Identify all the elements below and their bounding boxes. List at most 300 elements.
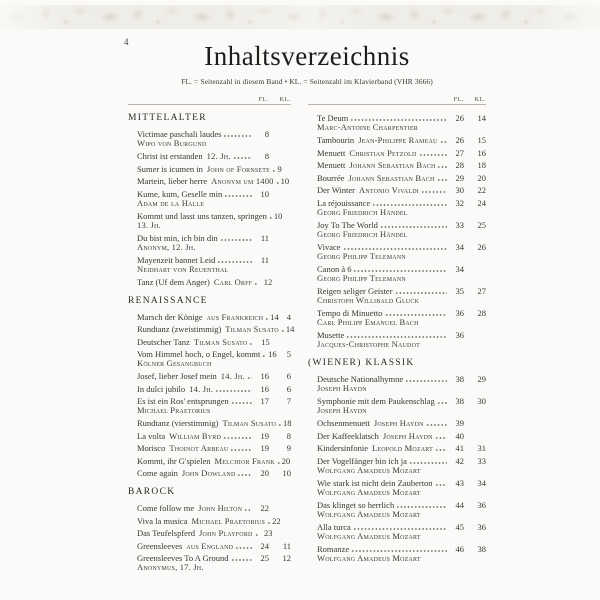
- fl-page-number: 45: [455, 521, 464, 532]
- composer-subline: Anonym, 12. Jh.: [137, 241, 196, 252]
- piece-title: Tanz (Uf dem Anger): [137, 276, 210, 287]
- piece-title: Rundtanz (zweistimmig): [137, 324, 222, 334]
- dot-leader: [222, 431, 252, 439]
- column-header-rule: [308, 93, 486, 105]
- piece-title: Deutsche Nationalhymne: [317, 374, 404, 384]
- dot-leader: [264, 312, 269, 320]
- dot-leader: [352, 522, 447, 530]
- fl-page-number: 14: [270, 311, 279, 322]
- fl-page-number: 27: [455, 147, 464, 158]
- fl-page-number: 10: [280, 176, 290, 186]
- fl-page-number: 29: [455, 172, 464, 183]
- dot-leader: [276, 456, 281, 464]
- piece-title: Greensleeves To A Ground: [137, 553, 229, 563]
- composer-subline: Georg Friedrich Händel: [317, 228, 408, 239]
- fl-page-number: 38: [455, 396, 464, 406]
- dot-leader: [236, 468, 252, 476]
- fl-page-number: 19: [260, 443, 269, 453]
- toc-entry-line: [137, 211, 291, 221]
- composer-inline: Joseph Haydn: [373, 418, 424, 428]
- piece-title: Greensleeves: [137, 540, 183, 551]
- toc-entry: [128, 312, 291, 322]
- fl-page-number: 20: [260, 468, 269, 478]
- fl-page-number: 8: [264, 129, 269, 139]
- toc-entry-line: [317, 185, 486, 195]
- dot-leader: [436, 160, 447, 168]
- toc-entry: [308, 308, 486, 328]
- section-header: BAROCK: [128, 487, 176, 497]
- toc-entry-line: [137, 418, 291, 428]
- fl-page-number: 26: [455, 135, 464, 145]
- piece-title: Christ ist erstanden: [137, 151, 203, 161]
- dot-leader: [404, 374, 447, 382]
- toc-entry: [308, 220, 486, 240]
- column-header-rule: [128, 93, 291, 105]
- toc-entry: [128, 164, 291, 174]
- composer-subline: Wolfgang Amadeus Mozart: [317, 552, 421, 563]
- composer-inline: John Dowland: [181, 468, 236, 478]
- piece-title: Come follow me: [137, 503, 195, 513]
- toc-entry: [308, 544, 486, 564]
- fl-page-number: 38: [455, 374, 464, 384]
- dot-leader: [268, 211, 273, 219]
- composer-inline: Melchior Frank: [214, 455, 275, 466]
- toc-entry-line: [317, 220, 486, 230]
- fl-page-number: 9: [277, 163, 282, 174]
- piece-title: Deutscher Tanz: [137, 336, 190, 347]
- toc-entry-line: [137, 516, 291, 526]
- toc-entry-line: [137, 337, 291, 347]
- fl-page-number: 16: [260, 383, 269, 394]
- dot-leader: [229, 443, 252, 451]
- toc-entry-line: [317, 500, 486, 510]
- piece-title: Menuett: [317, 160, 346, 170]
- dot-leader: [439, 135, 447, 143]
- page-title: Inhaltsverzeichnis: [204, 41, 410, 71]
- kl-page-number: 10: [282, 468, 291, 478]
- kl-page-number: 8: [286, 430, 291, 441]
- dot-leader: [395, 500, 447, 508]
- toc-column-right-body: [308, 113, 486, 563]
- toc-entry-line: [137, 528, 291, 538]
- piece-title: Alla turca: [317, 521, 351, 532]
- toc-entry: [128, 528, 291, 538]
- kl-page-number: 24: [477, 197, 486, 208]
- fl-page-number: 20: [281, 455, 291, 466]
- toc-entry: [128, 337, 291, 347]
- piece-title: Marsch der Könige: [137, 311, 203, 322]
- composer-inline: Michael Praetorius: [191, 515, 266, 526]
- toc-entry: [128, 541, 291, 551]
- composer-inline: Johann Sebastian Bach: [348, 172, 435, 183]
- fl-page-number: 44: [455, 499, 464, 510]
- toc-entry: [128, 456, 291, 466]
- fl-page-number: 8: [264, 151, 269, 161]
- fl-page-number: 22: [260, 503, 269, 513]
- toc-entry: [308, 148, 486, 158]
- dot-leader: [425, 418, 447, 426]
- fl-page-number: 22: [272, 515, 281, 526]
- kl-page-number: 27: [477, 285, 486, 296]
- toc-entry-line: [137, 541, 291, 551]
- piece-title: Symphonie mit dem Paukenschlag: [317, 396, 435, 406]
- fl-page-number: 34: [455, 263, 464, 274]
- dot-leader: [280, 324, 285, 332]
- fl-page-number: 32: [455, 197, 464, 208]
- toc-column-left-body: [128, 113, 295, 573]
- toc-entry: [308, 286, 486, 306]
- toc-entry: [128, 443, 291, 453]
- fl-page-number: 24: [260, 540, 269, 551]
- dot-leader: [266, 516, 271, 524]
- toc-entry-line: [317, 478, 486, 488]
- composer-subline: Georg Philipp Telemann: [317, 250, 406, 261]
- composer-subline: Wolfgang Amadeus Mozart: [317, 464, 421, 475]
- composer-inline: Antonio Vivaldi: [358, 185, 420, 195]
- toc-entry: [128, 418, 291, 428]
- composer-subline: Kölner Gesangbuch: [137, 358, 212, 368]
- piece-title: Romanze: [317, 543, 350, 554]
- composer-inline: Jean-Philippe Rameau: [358, 135, 438, 145]
- piece-title: Joy To The World: [317, 219, 378, 230]
- dot-leader: [275, 176, 280, 184]
- kl-page-number: 4: [286, 311, 291, 322]
- dot-leader: [271, 164, 276, 172]
- dot-leader: [253, 277, 258, 285]
- fl-page-number: 33: [455, 219, 464, 230]
- fl-page-number: 18: [283, 418, 292, 428]
- fl-page-number: 28: [455, 160, 464, 170]
- dot-leader: [394, 286, 447, 294]
- composer-subline: Joseph Haydn: [317, 405, 367, 415]
- dot-leader: [434, 478, 447, 486]
- fl-page-number: 12: [263, 276, 273, 287]
- dot-leader: [230, 396, 252, 404]
- kl-page-number: 6: [286, 371, 291, 381]
- composer-subline: 13. Jh.: [137, 219, 161, 230]
- toc-entry-line: [317, 443, 486, 453]
- fl-page-number: 43: [455, 477, 464, 488]
- dot-leader: [418, 148, 447, 156]
- toc-entry-line: [137, 384, 291, 394]
- composer-inline: Tilman Susato: [193, 336, 248, 347]
- toc-entry-line: [137, 233, 291, 243]
- dot-leader: [232, 151, 252, 159]
- toc-entry-line: [137, 189, 291, 199]
- composer-inline: William Byrd: [169, 430, 221, 441]
- toc-entry-line: [317, 330, 486, 340]
- toc-entry-line: [137, 468, 291, 478]
- toc-entry: [308, 135, 486, 145]
- piece-title: Tempo di Minuetto: [317, 307, 383, 318]
- piece-title: Reigen seliger Geister: [317, 285, 393, 296]
- toc-entry: [308, 418, 486, 428]
- composer-subline: Wolfgang Amadeus Mozart: [317, 486, 421, 497]
- fl-page-number: 25: [260, 553, 269, 563]
- composer-subline: Neidhart von Reuenthal: [137, 263, 229, 274]
- composer-inline: John Hilton: [198, 503, 243, 513]
- decorative-damask-border: [0, 5, 600, 29]
- toc-entry-line: [317, 198, 486, 208]
- kl-page-number: 12: [282, 553, 291, 563]
- fl-page-number: 34: [455, 241, 464, 252]
- piece-title: Sumer is icumen in: [137, 163, 203, 174]
- fl-page-number: 36: [455, 307, 464, 318]
- toc-entry: [128, 349, 291, 369]
- fl-page-number: 11: [260, 254, 269, 265]
- composer-inline: Thoinot Arbeau: [169, 443, 229, 453]
- toc-entry: [128, 129, 291, 149]
- piece-title: Der Kaffeeklatsch: [317, 430, 379, 441]
- dot-leader: [254, 528, 259, 536]
- section-header: RENAISSANCE: [128, 295, 208, 306]
- piece-title: Das klinget so herrlich: [317, 499, 395, 510]
- composer-inline: Leopold Mozart: [372, 443, 433, 453]
- dot-leader: [436, 396, 447, 404]
- dot-leader: [277, 418, 282, 426]
- kl-page-number: 30: [477, 396, 486, 406]
- toc-entry: [308, 173, 486, 183]
- piece-title: Morisco: [137, 443, 166, 453]
- piece-title: Mayenzeit bannet Leid: [137, 254, 216, 265]
- toc-entry: [128, 324, 295, 334]
- toc-entry: [308, 431, 486, 441]
- dot-leader: [261, 349, 266, 357]
- toc-columns: [128, 93, 486, 575]
- piece-title: Tambourin: [317, 135, 355, 145]
- toc-entry-line: [137, 151, 291, 161]
- toc-entry: [308, 500, 486, 520]
- toc-entry-line: [317, 135, 486, 145]
- page-subtitle: FL. = Seitenzahl in diesem Band • KL. = Seitenzahl im Klavierband (VHR 3666): [181, 77, 433, 86]
- toc-entry-line: [317, 242, 486, 252]
- piece-title: Josef, lieber Josef mein: [137, 371, 217, 381]
- dot-leader: [223, 189, 252, 197]
- toc-entry-line: [137, 443, 291, 453]
- piece-title: Come again: [137, 468, 178, 478]
- toc-entry-line: [137, 312, 291, 322]
- toc-entry: [128, 371, 291, 381]
- dot-leader: [434, 443, 447, 451]
- toc-entry-line: [317, 148, 486, 158]
- toc-entry-line: [317, 286, 486, 296]
- piece-title: Victimae paschali laudes: [137, 129, 222, 139]
- toc-entry-line: [137, 176, 291, 186]
- kl-page-number: 33: [477, 455, 486, 466]
- toc-entry-line: [137, 255, 291, 265]
- fl-page-number: 16: [268, 349, 277, 359]
- toc-entry: [128, 189, 291, 209]
- dot-leader: [214, 384, 252, 392]
- composer-inline: aus England: [186, 540, 234, 551]
- fl-page-number: 17: [260, 396, 269, 406]
- toc-entry: [308, 113, 486, 133]
- toc-entry: [308, 443, 486, 453]
- toc-entry: [128, 255, 291, 275]
- composer-subline: Georg Philipp Telemann: [317, 272, 406, 283]
- toc-entry-line: [317, 418, 486, 428]
- toc-entry-line: [317, 308, 486, 318]
- section-header: MITTELALTER: [128, 113, 207, 123]
- kl-page-number: 20: [477, 172, 486, 183]
- toc-entry: [308, 242, 486, 262]
- composer-inline: Tilman Susato: [222, 418, 276, 428]
- fl-page-number: 26: [455, 113, 464, 123]
- dot-leader: [350, 544, 447, 552]
- fl-page-number: 36: [455, 329, 464, 340]
- piece-title: Wie stark ist nicht dein Zauberton: [317, 477, 433, 488]
- toc-column-right: [308, 93, 486, 566]
- fl-page-number: 10: [260, 188, 269, 199]
- fl-page-number: 46: [455, 543, 464, 554]
- composer-subline: Anonymus, 17. Jh.: [137, 562, 204, 572]
- kl-column-label: KL.: [474, 96, 486, 103]
- composer-subline: Georg Friedrich Händel: [317, 206, 408, 217]
- toc-entry: [128, 468, 291, 478]
- kl-page-number: 9: [286, 443, 291, 453]
- kl-page-number: 25: [477, 219, 486, 230]
- toc-entry-line: [137, 503, 291, 513]
- piece-title: Rundtanz (vierstimmig): [137, 418, 219, 428]
- piece-title: La volta: [137, 430, 166, 441]
- toc-entry-line: [137, 431, 291, 441]
- piece-title: Kommt und lasst uns tanzen, springen: [137, 210, 267, 221]
- dot-leader: [342, 242, 447, 250]
- dot-leader: [420, 185, 447, 193]
- dot-leader: [246, 371, 252, 379]
- dot-leader: [408, 456, 447, 464]
- piece-title: Bourrée: [317, 172, 345, 183]
- kl-page-number: 29: [477, 374, 486, 384]
- toc-entry-line: [317, 456, 486, 466]
- fl-page-number: 19: [260, 430, 269, 441]
- toc-entry-line: [137, 164, 291, 174]
- composer-subline: Wipo von Burgund: [137, 138, 207, 148]
- fl-page-number: 14: [285, 324, 295, 334]
- piece-title: Te Deum: [317, 113, 349, 123]
- toc-entry: [128, 176, 291, 186]
- piece-title: Canon à 6: [317, 263, 352, 274]
- kl-page-number: 34: [477, 477, 486, 488]
- kl-column-label: KL.: [279, 96, 291, 103]
- composer-subline: Jacques-Christophe Naudot: [317, 338, 420, 349]
- kl-page-number: 5: [286, 349, 291, 359]
- toc-entry: [308, 185, 486, 195]
- toc-entry: [308, 374, 486, 394]
- toc-entry: [128, 384, 291, 394]
- piece-title: Vivace: [317, 241, 341, 252]
- toc-entry: [128, 233, 291, 253]
- toc-entry: [308, 478, 486, 498]
- piece-title: In dulci jubilo: [137, 383, 186, 394]
- dot-leader: [436, 173, 447, 181]
- page-number: 4: [124, 37, 129, 47]
- composer-subline: Carl Philipp Emanuel Bach: [317, 316, 419, 327]
- toc-entry: [128, 277, 291, 287]
- piece-title: Martein, lieber herre: [137, 176, 208, 186]
- fl-page-number: 35: [455, 285, 464, 296]
- toc-entry: [308, 198, 486, 218]
- kl-page-number: 6: [286, 383, 291, 394]
- kl-page-number: 31: [477, 443, 486, 453]
- piece-title: Du bist min, ich bin din: [137, 232, 218, 243]
- toc-entry: [128, 503, 291, 513]
- toc-entry-line: [317, 544, 486, 554]
- composer-inline: John Playford: [199, 528, 253, 538]
- fl-page-number: 11: [260, 232, 269, 243]
- dot-leader: [230, 553, 252, 561]
- composer-inline: 12. Jh.: [206, 151, 231, 161]
- piece-title: Kommt, ihr G'spielen: [137, 455, 211, 466]
- toc-entry-line: [137, 324, 295, 334]
- fl-page-number: 41: [455, 443, 464, 453]
- toc-entry: [128, 211, 291, 231]
- toc-entry: [128, 431, 291, 441]
- composer-inline: Johann Sebastian Bach: [349, 160, 436, 170]
- toc-entry-line: [317, 431, 486, 441]
- toc-entry: [308, 522, 486, 542]
- dot-leader: [216, 255, 252, 263]
- composer-subline: Joseph Haydn: [317, 383, 367, 393]
- toc-entry-line: [317, 173, 486, 183]
- fl-page-number: 40: [455, 430, 464, 441]
- dot-leader: [234, 541, 252, 549]
- kl-page-number: 15: [477, 135, 486, 145]
- kl-page-number: 38: [477, 543, 486, 554]
- fl-column-label: FL.: [258, 96, 269, 103]
- toc-entry: [308, 330, 486, 350]
- fl-column-label: FL.: [453, 96, 464, 103]
- composer-inline: 14. Jh.: [220, 371, 245, 381]
- composer-subline: Adam de la Halle: [137, 197, 205, 208]
- composer-inline: Joseph Haydn: [382, 430, 433, 441]
- toc-entry: [128, 396, 291, 416]
- toc-entry-line: [317, 264, 486, 274]
- dot-leader: [352, 264, 447, 272]
- piece-title: Es ist ein Ros' entsprungen: [137, 396, 229, 406]
- kl-page-number: 7: [286, 396, 291, 406]
- composer-inline: aus Frankreich: [206, 311, 264, 322]
- composer-subline: Wolfgang Amadeus Mozart: [317, 508, 421, 519]
- composer-subline: Michael Praetorius: [137, 405, 211, 415]
- piece-title: Der Winter: [317, 185, 355, 195]
- toc-entry: [128, 553, 291, 573]
- piece-title: Vom Himmel hoch, o Engel, kommt: [137, 349, 261, 359]
- dot-leader: [345, 330, 447, 338]
- fl-page-number: 10: [273, 210, 283, 221]
- dot-leader: [219, 233, 252, 241]
- kl-page-number: 28: [477, 307, 486, 318]
- piece-title: Menuett: [317, 147, 346, 158]
- toc-entry: [308, 264, 486, 284]
- toc-entry-line: [137, 277, 291, 287]
- toc-entry: [308, 396, 486, 416]
- piece-title: Kindersinfonie: [317, 443, 368, 453]
- toc-column-left: [128, 93, 295, 575]
- fl-page-number: 16: [260, 371, 269, 381]
- composer-subline: Wolfgang Amadeus Mozart: [317, 530, 421, 541]
- toc-entry: [308, 160, 486, 170]
- toc-entry: [308, 456, 486, 476]
- composer-subline: Marc-Antoine Charpentier: [317, 122, 419, 132]
- section-header: (WIENER) KLASSIK: [308, 358, 415, 368]
- piece-title: Der Vogelfänger bin ich ja: [317, 455, 407, 466]
- fl-page-number: 42: [455, 455, 464, 466]
- kl-page-number: 26: [477, 241, 486, 252]
- piece-title: La réjouissance: [317, 197, 371, 208]
- kl-page-number: 36: [477, 499, 486, 510]
- toc-entry-line: [137, 371, 291, 381]
